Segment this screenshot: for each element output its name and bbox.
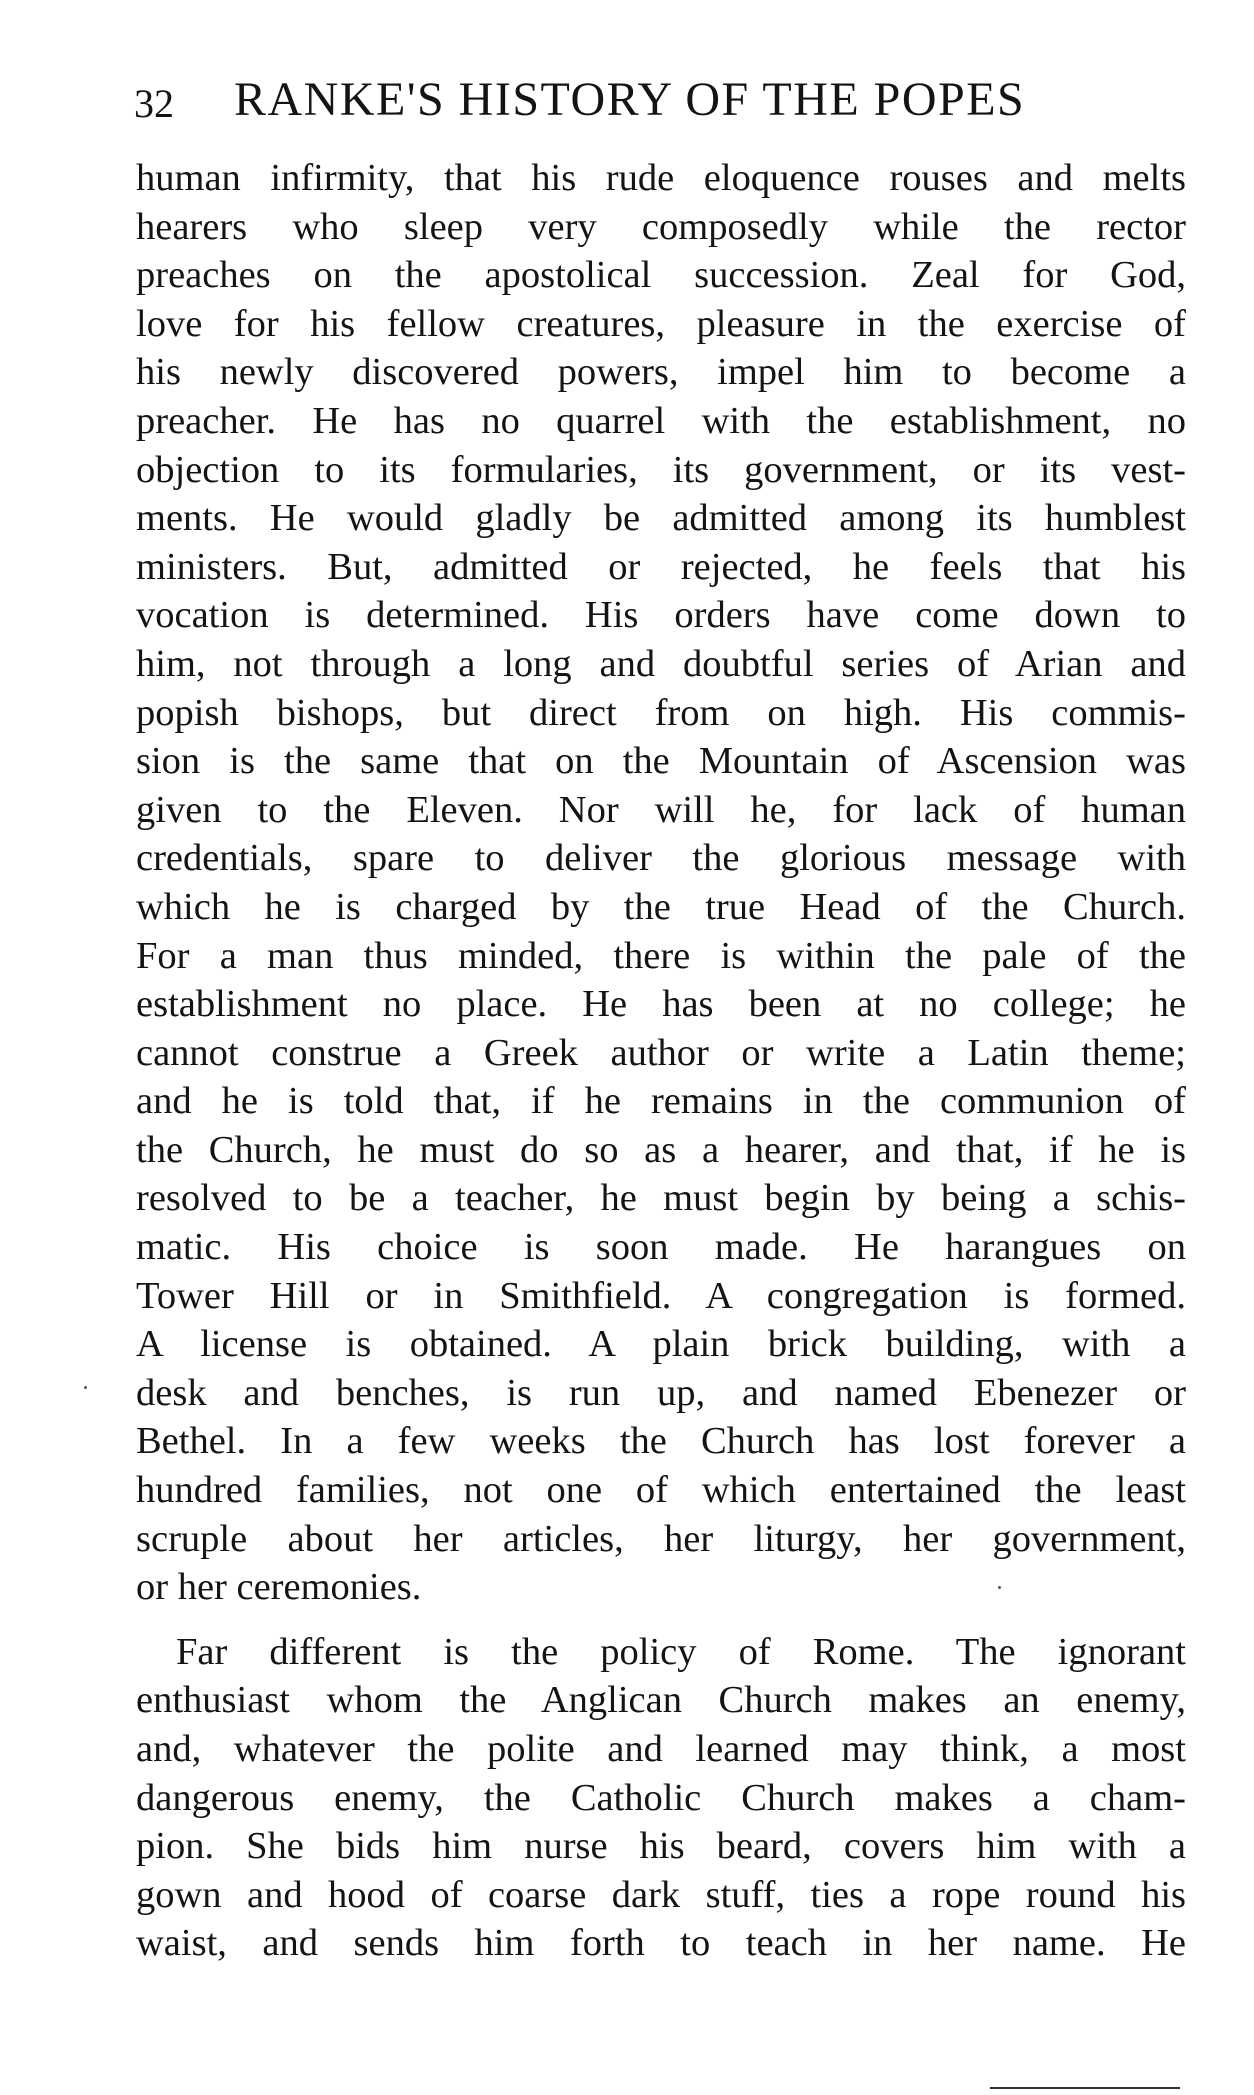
paragraph-2: [136, 1628, 1186, 1968]
text-line: matic. His choice is soon made. He harangues on: [136, 1226, 1186, 1269]
text-line: gown and hood of coarse dark stuff, ties a rope round his: [136, 1873, 1186, 1916]
text-line: scruple about her articles, her liturgy, her government,: [136, 1517, 1186, 1560]
paragraph-gap: [136, 1612, 1186, 1628]
text-line: the Church, he must do so as a hearer, and that, if he is: [136, 1128, 1186, 1171]
text-line: dangerous enemy, the Catholic Church makes a cham-: [136, 1776, 1186, 1819]
text-line: pion. She bids him nurse his beard, covers him with a: [136, 1825, 1186, 1868]
text-line: hundred families, not one of which entertained the least: [136, 1469, 1186, 1512]
text-line: human infirmity, that his rude eloquence rouses and melts: [136, 157, 1186, 199]
text-line: credentials, spare to deliver the glorious message with: [136, 837, 1186, 880]
text-line: vocation is determined. His orders have come down to: [136, 594, 1186, 637]
body-text: [136, 154, 1186, 1968]
text-line: objection to its formularies, its government, or its vest-: [136, 448, 1186, 491]
text-line: preacher. He has no quarrel with the establishment, no: [136, 399, 1186, 442]
text-line: and, whatever the polite and learned may think, a most: [136, 1728, 1186, 1770]
text-line: popish bishops, but direct from on high. His commis-: [136, 691, 1186, 734]
text-line: establishment no place. He has been at no college; he: [136, 983, 1186, 1026]
text-line: his newly discovered powers, impel him to become a: [136, 351, 1186, 394]
text-line: cannot construe a Greek author or write a Latin theme;: [136, 1031, 1186, 1074]
text-line: ments. He would gladly be admitted among its humblest: [136, 497, 1186, 540]
text-line: For a man thus minded, there is within the pale of the: [136, 934, 1186, 977]
text-line: or her ceremonies.: [136, 1566, 422, 1609]
paragraph-1: [136, 154, 1186, 1612]
text-line: preaches on the apostolical succession. Zeal for God,: [136, 254, 1186, 297]
text-line: given to the Eleven. Nor will he, for lack of human: [136, 788, 1186, 831]
text-line: enthusiast whom the Anglican Church makes an enemy,: [136, 1679, 1186, 1722]
text-line: desk and benches, is run up, and named Ebenezer or: [136, 1371, 1186, 1414]
text-line: sion is the same that on the Mountain of Ascension was: [136, 740, 1186, 783]
text-line: Tower Hill or in Smithfield. A congregation is formed.: [136, 1274, 1186, 1317]
text-line: ministers. But, admitted or rejected, he feels that his: [136, 545, 1186, 588]
page-edge-rule: [990, 2087, 1180, 2089]
text-line: waist, and sends him forth to teach in her name. He: [136, 1922, 1186, 1965]
text-line: him, not through a long and doubtful series of Arian and: [136, 642, 1186, 685]
text-line: and he is told that, if he remains in the communion of: [136, 1080, 1186, 1123]
page-header: [134, 70, 1184, 130]
text-line: love for his fellow creatures, pleasure in the exercise of: [136, 302, 1186, 345]
running-title: RANKE'S HISTORY OF THE POPES: [234, 73, 1026, 126]
scan-speck: [998, 1586, 1001, 1589]
text-line: resolved to be a teacher, he must begin by being a schis-: [136, 1177, 1186, 1220]
text-line: hearers who sleep very composedly while the rector: [136, 205, 1186, 248]
text-line: A license is obtained. A plain brick building, with a: [136, 1323, 1186, 1366]
text-line: Far different is the policy of Rome. The ignorant: [176, 1630, 1186, 1673]
text-line: which he is charged by the true Head of the Church.: [136, 885, 1186, 928]
scan-speck: [84, 1386, 87, 1389]
page-number: 32: [134, 81, 174, 126]
text-line: Bethel. In a few weeks the Church has lost forever a: [136, 1420, 1186, 1463]
